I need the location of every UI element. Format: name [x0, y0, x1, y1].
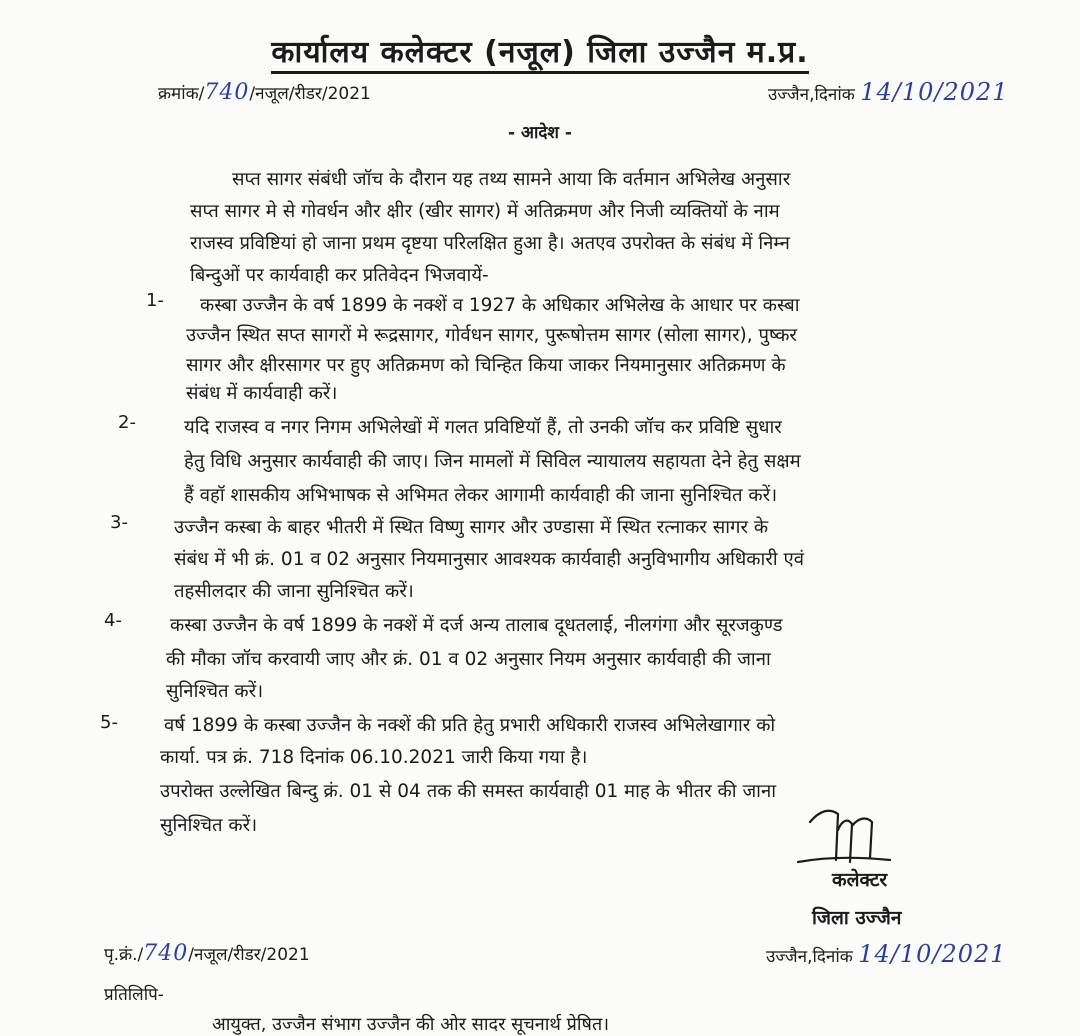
point-line: सुनिश्चित करें।: [166, 681, 264, 702]
office-title-text: कार्यालय कलेक्टर (नजूल) जिला उज्जैन म.प्र.: [271, 35, 808, 74]
office-title: [0, 30, 1080, 71]
point-line: संबंध में कार्यवाही करें।: [186, 383, 338, 404]
intro-line: बिन्दुओं पर कार्यवाही कर प्रतिवेदन भिजवायें-: [190, 265, 489, 286]
copy-label: प्रतिलिपि-: [104, 985, 164, 1005]
point-line: संबंध में भी क्रं. 01 व 02 अनुसार नियमानुसार आवश्यक कार्यवाही अनुविभागीय अधिकारी एवं: [174, 549, 805, 570]
issue-date: [768, 78, 1009, 106]
footer-date-handwritten: 14/10/2021: [858, 940, 1007, 968]
closing-line: सुनिश्चित करें।: [160, 815, 258, 836]
signatory-district: जिला उज्जैन: [812, 907, 902, 929]
intro-line: सप्त सागर संबंधी जॉच के दौरान यह तथ्य सामने आया कि वर्तमान अभिलेख अनुसार: [232, 169, 791, 190]
point-line: कस्बा उज्जैन के वर्ष 1899 के नक्शें में दर्ज अन्य तालाब दूधतलाई, नीलगंगा और सूरजकुण्ड: [170, 615, 783, 636]
intro-line: राजस्व प्रविष्टियां हो जाना प्रथम दृष्टया परिलक्षित हुआ है। अतएव उपरोक्त के संबंध में निम्न: [190, 233, 790, 254]
point-line: वर्ष 1899 के कस्बा उज्जैन के नक्शें की प्रति हेतु प्रभारी अधिकारी राजस्व अभिलेखागार को: [164, 715, 776, 736]
point-line: यदि राजस्व व नगर निगम अभिलेखों में गलत प्रविष्टियॉ हैं, तो उनकी जॉच कर प्रविष्टि सुधार: [184, 417, 782, 438]
footer-date-label: उज्जैन,दिनांक: [766, 947, 853, 967]
reference-number: [158, 80, 371, 105]
reference-prefix: क्रमांक/: [158, 84, 205, 104]
footer-reference: [104, 941, 310, 966]
point-number: 1-: [146, 290, 164, 311]
reference-suffix: /नजूल/रीडर/2021: [249, 84, 371, 104]
point-line: सागर और क्षीरसागर पर हुए अतिक्रमण को चिन्हित किया जाकर नियमानुसार अतिक्रमण के: [186, 355, 786, 376]
point-line: उज्जैन स्थित सप्त सागरों मे रूद्रसागर, गोर्वधन सागर, पुरूषोत्तम सागर (सोला सागर), पुष्कर: [186, 325, 797, 346]
point-line: तहसीलदार की जाना सुनिश्चित करें।: [174, 581, 414, 602]
order-heading: - आदेश -: [508, 123, 572, 143]
footer-date: [766, 940, 1007, 968]
point-line: कस्बा उज्जैन के वर्ष 1899 के नक्शें व 1927 के अधिकार अभिलेख के आधार पर कस्बा: [200, 295, 800, 316]
point-line: हैं वहॉ शासकीय अभिभाषक से अभिमत लेकर आगामी कार्यवाही की जाना सुनिश्चित करें।: [184, 485, 778, 506]
point-line: कार्या. पत्र क्रं. 718 दिनांक 06.10.2021 जारी किया गया है।: [160, 747, 588, 768]
closing-line: उपरोक्त उल्लेखित बिन्दु क्रं. 01 से 04 तक की समस्त कार्यवाही 01 माह के भीतर की जाना: [160, 781, 777, 802]
signatory-designation: कलेक्टर: [832, 869, 888, 891]
point-line: की मौका जॉच करवायी जाए और क्रं. 01 व 02 अनुसार नियम अनुसार कार्यवाही की जाना: [166, 649, 771, 670]
date-label: उज्जैन,दिनांक: [768, 85, 855, 105]
date-handwritten: 14/10/2021: [860, 78, 1009, 106]
footer-ref-prefix: पृ.क्रं./: [104, 945, 144, 965]
cutoff-line-wrapper: [0, 1012, 1080, 1035]
intro-line: सप्त सागर मे से गोवर्धन और क्षीर (खीर सागर) में अतिक्रमण और निजी व्यक्तियों के नाम: [190, 201, 780, 222]
point-number: 3-: [110, 512, 128, 533]
reference-number-handwritten: 740: [204, 80, 250, 105]
point-number: 5-: [100, 712, 118, 733]
cutoff-line: आयुक्त, उज्जैन संभाग उज्जैन की ओर सादर सूचनार्थ प्रेषित।: [212, 1014, 610, 1035]
point-line: उज्जैन कस्बा के बाहर भीतरी में स्थित विष्णु सागर और उण्डासा में स्थित रत्नाकर सागर के: [174, 517, 769, 538]
footer-ref-number-handwritten: 740: [143, 941, 189, 966]
footer-ref-suffix: /नजूल/रीडर/2021: [188, 945, 310, 965]
point-line: हेतु विधि अनुसार कार्यवाही की जाए। जिन मामलों में सिविल न्यायालय सहायता देने हेतु सक्षम: [184, 451, 801, 472]
point-number: 2-: [118, 412, 136, 433]
point-number: 4-: [104, 610, 122, 631]
